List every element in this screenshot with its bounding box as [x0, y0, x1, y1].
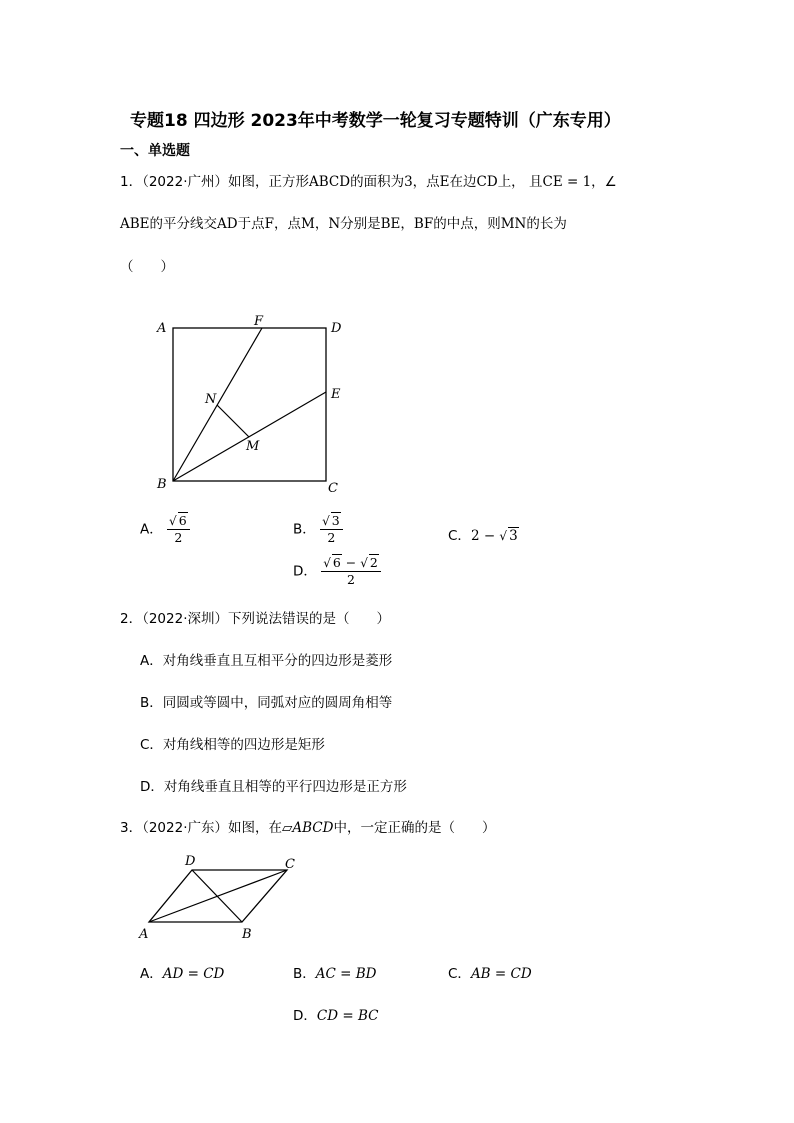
q1-option-c[interactable]: C．2 − √ 3	[448, 528, 518, 544]
label-e: E	[331, 387, 341, 402]
q2-option-d[interactable]: D．对角线垂直且相等的平行四边形是正方形	[140, 779, 407, 795]
label-c: C	[328, 481, 338, 496]
q1-answer-paren: （ ）	[120, 259, 174, 275]
label-b: B	[157, 477, 167, 492]
q3-option-b[interactable]: B．AC = BD	[293, 966, 377, 982]
q1-square-figure	[150, 308, 350, 503]
label-a: A	[139, 927, 149, 942]
label-d: D	[331, 321, 342, 336]
square-abcd	[173, 328, 326, 481]
q3-option-a[interactable]: A．AD = CD	[140, 966, 225, 982]
q1-stem-line2: ABE的平分线交AD于点F，点M，N分别是BE，BF的中点，则MN的长为	[120, 216, 567, 232]
segment-be	[173, 392, 326, 481]
q3-option-c[interactable]: C．AB = CD	[448, 966, 532, 982]
q1-option-d[interactable]: D． $\frac{√ 6 - √ 2}{2}$	[293, 556, 381, 587]
q3-parallelogram-figure	[132, 850, 312, 942]
segment-bf	[173, 328, 262, 481]
label-a: A	[157, 321, 167, 336]
q2-option-c[interactable]: C．对角线相等的四边形是矩形	[140, 737, 325, 753]
q1-option-b[interactable]: B． $\frac{√ 3}{2}$	[293, 514, 343, 545]
q1-stem-line1: 1．（2022·广州）如图，正方形ABCD的面积为3，点E在边CD上， 且CE = 1，∠	[120, 174, 617, 190]
q3-option-d[interactable]: D．CD = BC	[293, 1008, 379, 1024]
label-n: N	[205, 392, 217, 407]
label-b: B	[242, 927, 252, 942]
segment-mn	[217, 405, 249, 437]
q2-option-a[interactable]: A．对角线垂直且互相平分的四边形是菱形	[140, 653, 393, 669]
q2-option-b[interactable]: B．同圆或等圆中，同弧对应的圆周角相等	[140, 695, 393, 711]
label-c: C	[285, 857, 295, 872]
diagonal-bd	[192, 870, 242, 922]
section-heading: 一、单选题	[120, 143, 190, 159]
label-f: F	[254, 314, 264, 329]
label-m: M	[246, 439, 260, 454]
q1-option-a[interactable]: A． $\frac{√ 6}{2}$	[140, 514, 190, 545]
page-title: 专题18 四边形 2023年中考数学一轮复习专题特训（广东专用）	[130, 111, 621, 131]
q2-stem: 2．（2022·深圳）下列说法错误的是（ ）	[120, 611, 390, 627]
q3-stem: 3．（2022·广东）如图，在▱ABCD中，一定正确的是（ ）	[120, 820, 496, 836]
label-d: D	[185, 854, 196, 869]
